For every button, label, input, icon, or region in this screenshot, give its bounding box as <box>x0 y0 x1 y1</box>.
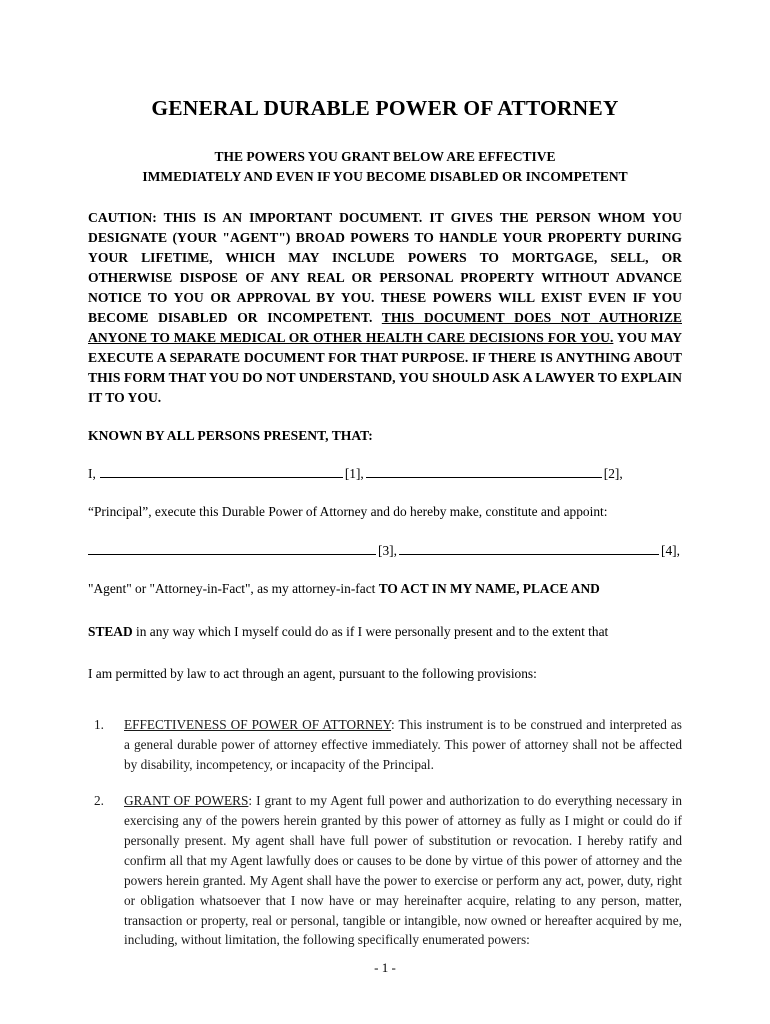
permitted-by-law-line: I am permitted by law to act through an agent, pursuant to the following provisions: <box>88 666 537 682</box>
caution-text-underlined: THIS DOCUMENT DOES NOT AUTHORIZE ANYONE TO MAKE MEDICAL OR OTHER HEALTH CARE DECISIONS FOR YOU. <box>88 309 682 345</box>
subheading-line-1: THE POWERS YOU GRANT BELOW ARE EFFECTIVE <box>214 149 556 164</box>
list-item-heading: EFFECTIVENESS OF POWER OF ATTORNEY <box>124 717 392 733</box>
caution-text-part-1: CAUTION: THIS IS AN IMPORTANT DOCUMENT. IT GIVES THE PERSON WHOM YOU DESIGNATE (YOUR "AGENT") BROAD POWERS TO HANDLE YOUR PROPERTY DURING YOUR LIFETIME, WHICH MAY INCLUDE POWERS TO MORTGAGE, SELL, OR OTHERWISE DISPOSE OF ANY REAL OR PERSONAL PROPERTY WITHOUT ADVANCE NOTICE TO YOU OR APPROVAL BY YOU. THESE POWERS WILL EXIST EVEN IF YOU BECOME DISABLED OR INCOMPETENT. <box>88 210 682 325</box>
agent-name-blank-2[interactable] <box>399 541 659 555</box>
agent-designation-emphasis: TO ACT IN MY NAME, PLACE AND <box>378 580 600 596</box>
list-item-number: 1. <box>94 717 104 733</box>
list-item <box>88 791 682 951</box>
list-item <box>88 715 682 775</box>
stead-line <box>88 622 682 643</box>
field-tag-3: [3], <box>377 542 397 558</box>
caution-paragraph <box>88 208 682 408</box>
principal-name-blank-2[interactable] <box>366 464 602 478</box>
agent-name-blank-1[interactable] <box>88 541 376 555</box>
stead-emphasis: STEAD <box>88 623 133 639</box>
subheading-line-2: IMMEDIATELY AND EVEN IF YOU BECOME DISABLED OR INCOMPETENT <box>142 168 628 184</box>
provisions-list <box>88 715 682 950</box>
principal-row-lead: I, <box>88 465 96 481</box>
page-number: - 1 - <box>374 960 396 975</box>
page-title: GENERAL DURABLE POWER OF ATTORNEY <box>151 96 619 120</box>
principal-description-line: “Principal”, execute this Durable Power of Attorney and do hereby make, constitute and appoint: <box>88 503 608 519</box>
field-tag-1: [1], <box>344 465 364 481</box>
stead-text: in any way which I myself could do as if I were personally present and to the extent that <box>132 623 609 639</box>
principal-name-row <box>88 464 682 484</box>
subheading <box>88 147 682 186</box>
agent-designation-text: "Agent" or "Attorney-in-Fact", as my attorney-in-fact <box>88 580 379 596</box>
field-tag-4: [4], <box>661 542 680 558</box>
field-tag-2: [2], <box>603 465 623 481</box>
list-item-body: : This instrument is to be construed and interpreted as a general durable power of attorney effective immediately. This power of attorney shall not be affected by disability, incompetency, or incapacity of the Principal. <box>124 717 682 772</box>
principal-name-blank-1[interactable] <box>100 464 343 478</box>
caution-text-part-2: YOU MAY EXECUTE A SEPARATE DOCUMENT FOR THAT PURPOSE. IF THERE IS ANYTHING ABOUT THIS FORM THAT YOU DO NOT UNDERSTAND, YOU SHOULD ASK A LAWYER TO EXPLAIN IT TO YOU. <box>88 329 683 405</box>
list-item-heading: GRANT OF POWERS <box>124 792 249 808</box>
document-body <box>88 96 682 966</box>
list-item-body: : I grant to my Agent full power and authorization to do everything necessary in exercising any of the powers herein granted by this power of attorney as fully as I might or could do if personally present. My agent shall have full power of substitution or revocation. I hereby ratify and confirm all that my Agent lawfully does or causes to be done by virtue of this power of attorney and the powers herein granted. My Agent shall have the power to exercise or perform any act, power, duty, right or obligation whatsoever that I now have or may hereinafter acquire, relating to any person, matter, transaction or property, real or personal, tangible or intangible, now owned or hereafter acquired by me, including, without limitation, the following specifically enumerated powers: <box>124 792 682 948</box>
list-item-number: 2. <box>94 792 104 808</box>
agent-designation-line <box>88 579 682 600</box>
known-by-all-persons: KNOWN BY ALL PERSONS PRESENT, THAT: <box>88 427 373 443</box>
agent-name-row <box>88 541 682 561</box>
